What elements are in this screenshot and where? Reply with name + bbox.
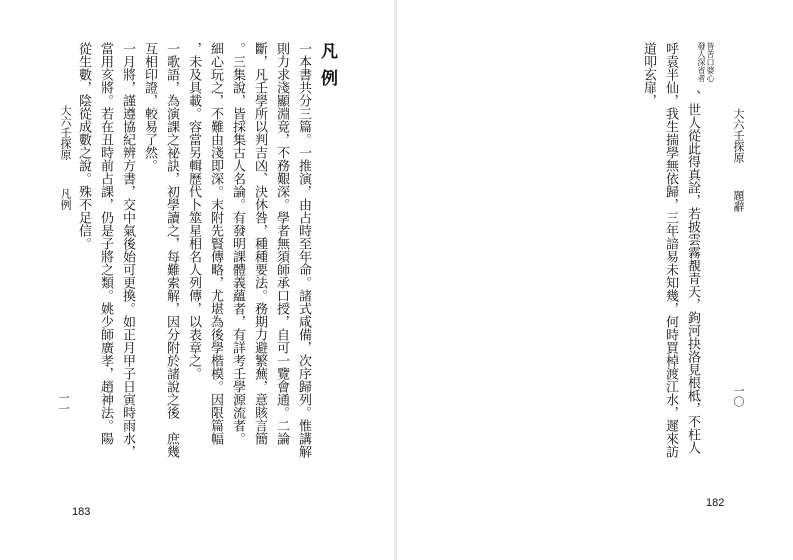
text-column-11: 從生數，陰從成數之說。殊不足信。	[76, 42, 91, 250]
text-column-9: 一月將，謹遵協紀辨方書，交中氣後始可更換。如正月甲子日寅時雨水，	[120, 42, 135, 458]
folio-number: 一〇	[732, 385, 745, 407]
text-column-1: 一本書共分三篇。一推演，由占時至年命。諸式咸備，次序歸列。惟講解	[296, 42, 311, 458]
text-column-2: 則力求淺顯淵竟，不務艱深。學者無須師承口授，自可一覽會通。二論	[274, 42, 289, 445]
left-page	[0, 0, 396, 560]
running-header-section: 題辭	[732, 190, 745, 212]
running-header-book: 大六壬探原	[732, 108, 745, 163]
folio-number: 一一	[57, 392, 70, 414]
annotation-line-1: 皆苦口婆心	[706, 42, 715, 82]
text-column-10: 當用亥將。若在丑時前占課，仍是子將之類。姚少師廣孝，趙神法。陽	[98, 42, 113, 445]
page-number: 183	[72, 506, 91, 518]
text-column-8: 互相印證，較易了然。	[142, 42, 157, 172]
running-header-section: 凡例	[59, 188, 72, 210]
text-column-3: 道叩玄扉，	[641, 42, 656, 107]
text-column-5: 細心玩之，不難由淺即深。末附先賢傳略，尤堪為後學楷模。因限篇幅	[208, 42, 223, 445]
text-column-7: 一歌語，為演課之祕訣，初學讀之，每難索解，因分附於諸說之後 庶幾	[164, 42, 179, 458]
text-column-1: 、世人從此得真詮，若披雲霧覩青天，鉤河抉洛見根柢，不枉人	[685, 90, 700, 454]
right-page	[396, 0, 793, 560]
text-column-6: ，未及具載。容當另輯歷代卜筮星相名人列傳，以表章之。	[186, 42, 201, 380]
annotation-line-2: 發人深省者	[697, 42, 706, 82]
text-column-2: 呼袁半仙，我生揣學無依歸，三年諳易未知幾，何時買棹渡江水，遲來訪	[663, 42, 678, 458]
text-column-3: 斷，凡壬學所以判吉凶、決休咎，種種要法。務期力避繁蕪，意賅言簡	[252, 42, 267, 445]
running-header-book: 大六壬探原	[59, 105, 72, 160]
page-number: 182	[706, 497, 725, 509]
section-title: 凡例	[317, 42, 337, 96]
text-column-4: 。三集說，皆採集古人名論。有發明課體義蘊者，有詳考壬學源流者。	[230, 42, 245, 445]
